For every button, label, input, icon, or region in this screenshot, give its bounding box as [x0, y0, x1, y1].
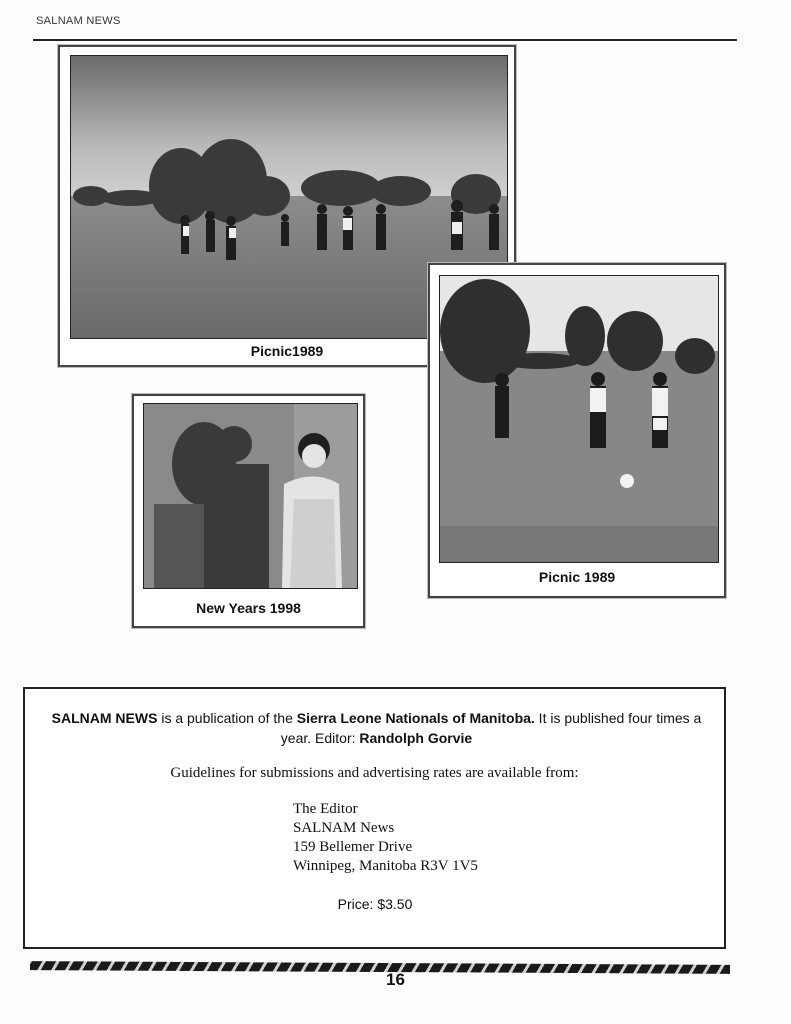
editor-address — [293, 800, 478, 876]
photo-caption: Picnic1989 — [250, 343, 324, 359]
header-rule — [33, 39, 737, 41]
organization-name: Sierra Leone Nationals of Manitoba. — [296, 710, 535, 726]
photo-new-years — [132, 394, 365, 628]
address-line: SALNAM News — [293, 820, 395, 836]
photo-caption: Picnic 1989 — [538, 569, 616, 585]
price-label: Price: $3.50 — [337, 896, 413, 912]
address-line: Winnipeg, Manitoba R3V 1V5 — [293, 858, 478, 874]
running-title: SALNAM NEWS — [36, 15, 121, 27]
photo-picnic-boys — [428, 263, 726, 598]
photo-picnic-boys-image — [439, 275, 719, 563]
publication-info-box — [23, 687, 726, 949]
publication-name: SALNAM NEWS — [51, 710, 158, 726]
page-number: 16 — [386, 970, 405, 989]
photo-new-years-image — [143, 403, 358, 589]
frequency-text: It is published four times a year. Editor: — [280, 710, 702, 746]
publication-statement — [39, 708, 714, 748]
publication-text: is a publication of the — [157, 710, 297, 726]
address-line: The Editor — [293, 801, 358, 817]
address-line: 159 Bellemer Drive — [293, 839, 413, 855]
photo-caption: New Years 1998 — [196, 600, 301, 616]
picnic-boys-illustration — [440, 276, 718, 562]
editor-name: Randolph Gorvie — [359, 730, 473, 746]
new-years-illustration — [144, 404, 357, 588]
guidelines-text: Guidelines for submissions and advertising rates are available from: — [170, 765, 579, 781]
